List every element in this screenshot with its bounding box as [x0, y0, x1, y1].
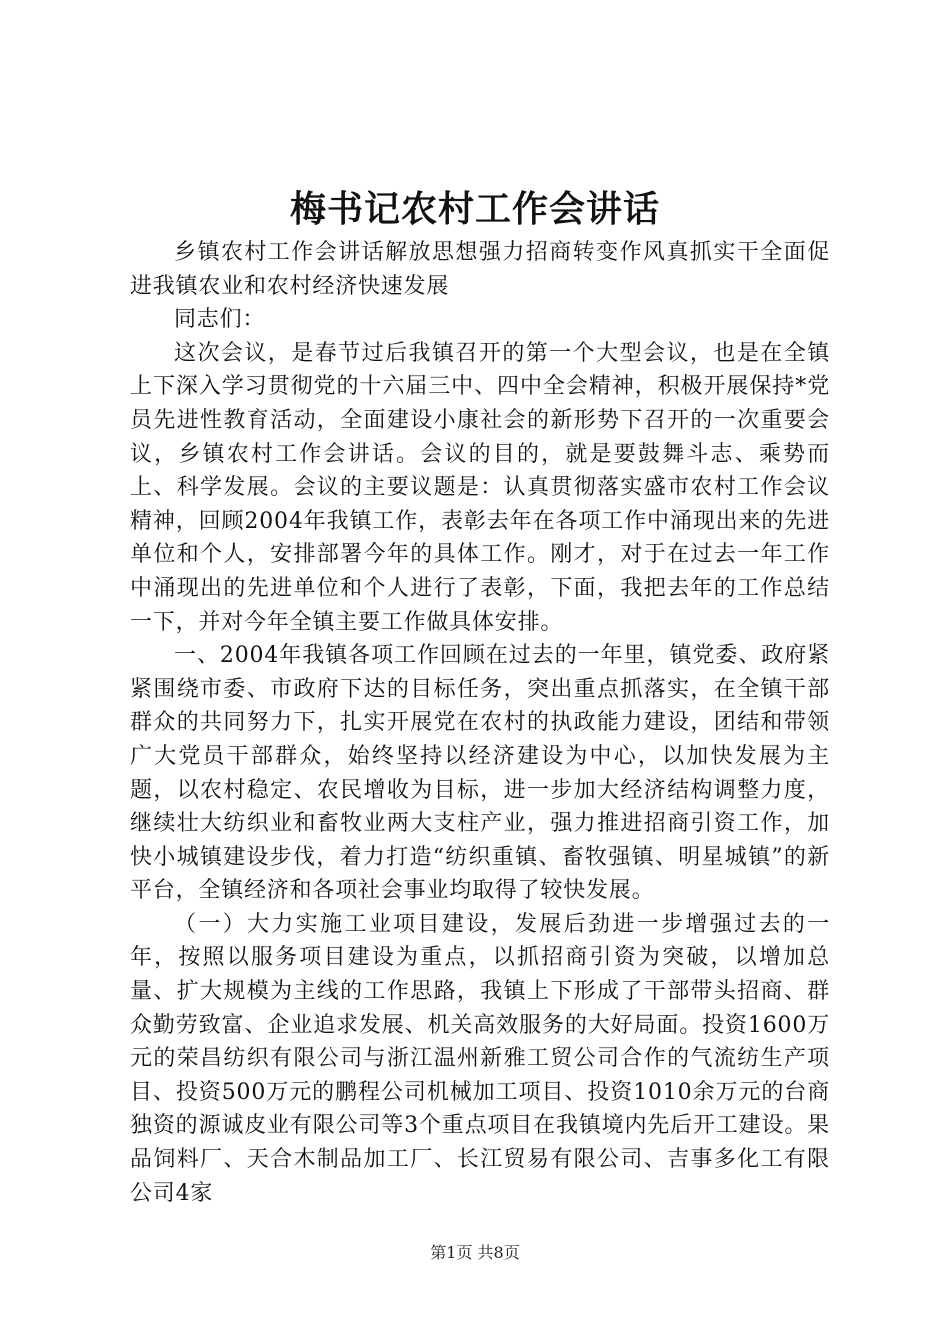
document-body	[130, 236, 830, 1210]
body-paragraph: 这次会议，是春节过后我镇召开的第一个大型会议，也是在全镇上下深入学习贯彻党的十六届三中、四中全会精神，积极开展保持*党员先进性教育活动，全面建设小康社会的新形势下召开的一次重要会议，乡镇农村工作会讲话。会议的目的，就是要鼓舞斗志、乘势而上、科学发展。会议的主要议题是：认真贯彻落实盛市农村工作会议精神，回顾2004年我镇工作，表彰去年在各项工作中涌现出来的先进单位和个人，安排部署今年的具体工作。刚才，对于在过去一年工作中涌现出的先进单位和个人进行了表彰，下面，我把去年的工作总结一下，并对今年全镇主要工作做具体安排。	[130, 340, 830, 635]
salutation-paragraph: 同志们：	[174, 307, 266, 333]
body-paragraph: （一）大力实施工业项目建设，发展后劲进一步增强过去的一年，按照以服务项目建设为重点，以抓招商引资为突破，以增加总量、扩大规模为主线的工作思路，我镇上下形成了干部带头招商、群众勤劳致富、企业追求发展、机关高效服务的大好局面。投资1600万元的荣昌纺织有限公司与浙江温州新雅工贸公司合作的气流纺生产项目、投资500万元的鹏程公司机械加工项目、投资1010余万元的台商独资的源诚皮业有限公司等3个重点项目在我镇境内先后开工建设。果品饲料厂、天合木制品加工厂、长江贸易有限公司、吉事多化工有限公司4家	[130, 911, 830, 1206]
page-footer: 第1页 共8页	[430, 1243, 520, 1262]
document-title: 梅书记农村工作会讲话	[289, 188, 660, 230]
body-paragraph: 一、2004年我镇各项工作回顾在过去的一年里，镇党委、政府紧紧围绕市委、市政府下达的目标任务，突出重点抓落实，在全镇干部群众的共同努力下，扎实开展党在农村的执政能力建设，团结和带领广大党员干部群众，始终坚持以经济建设为中心，以加快发展为主题，以农村稳定、农民增收为目标，进一步加大经济结构调整力度，继续壮大纺织业和畜牧业两大支柱产业，强力推进招商引资工作，加快小城镇建设步伐，着力打造“纺织重镇、畜牧强镇、明星城镇”的新平台，全镇经济和各项社会事业均取得了较快发展。	[130, 643, 830, 904]
subtitle-paragraph: 乡镇农村工作会讲话解放思想强力招商转变作风真抓实干全面促进我镇农业和农村经济快速发展	[130, 240, 830, 299]
